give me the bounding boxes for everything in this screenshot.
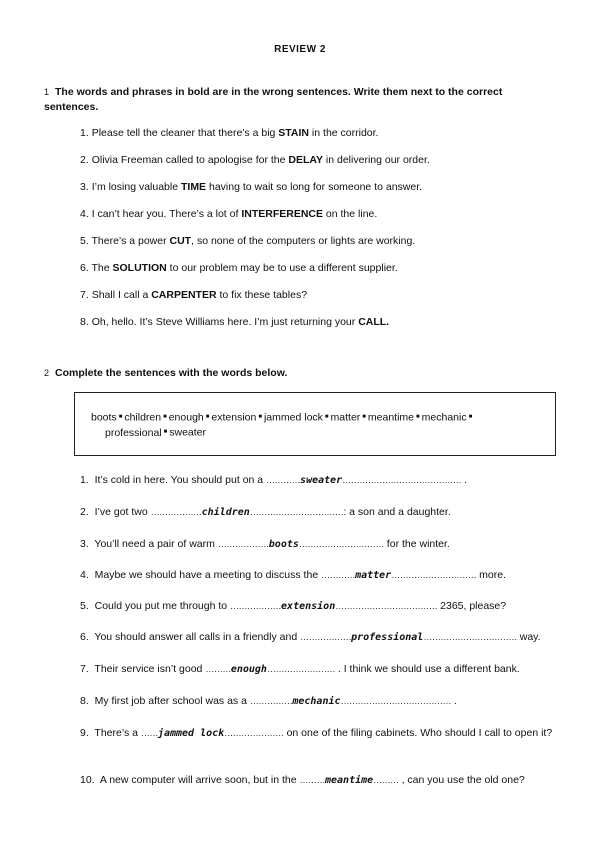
ex1-item-7: [80, 288, 560, 302]
item-text: on one of the filing cabinets. Who should I call to open it?: [283, 727, 553, 739]
ex2-item-2: [80, 505, 558, 520]
item-text: in delivering our order.: [323, 154, 430, 166]
bold-word: STAIN: [278, 127, 310, 139]
exercise1-number: 1: [44, 87, 50, 97]
separator: ■: [416, 414, 420, 420]
item-text: Please tell the cleaner that there’s a big: [91, 127, 279, 139]
answer-gap: ……………: [249, 696, 293, 706]
word: jammed lock: [263, 411, 323, 424]
answer-gap: ……………………………: [423, 632, 517, 642]
ex2-item-6: [80, 630, 558, 645]
item-text: I’ve got two: [94, 506, 151, 518]
answer-gap: ………………: [217, 539, 269, 549]
item-number: 3.: [80, 538, 89, 550]
item-number: 8.: [80, 316, 89, 328]
item-text: more.: [476, 569, 506, 581]
answer-gap: ………: [373, 775, 399, 785]
item-text: Oh, hello. It’s Steve Williams here. I’m just returning your: [91, 316, 359, 328]
item-text: A new computer will arrive soon, but in the: [99, 774, 300, 786]
separator: ■: [163, 414, 167, 420]
handwritten-answer: professional: [351, 632, 424, 643]
word: enough: [168, 411, 204, 424]
ex1-item-5: [80, 234, 560, 248]
handwritten-answer: jammed lock: [157, 728, 225, 739]
item-text: Their service isn’t good: [94, 663, 206, 675]
item-text: Shall I call a: [91, 289, 152, 301]
exercise1-heading: [44, 85, 554, 115]
separator: ■: [118, 414, 123, 420]
ex1-item-3: [80, 180, 560, 194]
item-text: : a son and a daughter.: [343, 506, 451, 518]
item-text: There’s a: [94, 727, 141, 739]
item-text: . I think we should use a different bank.: [334, 663, 520, 675]
item-text: for the winter.: [383, 538, 450, 550]
answer-gap: ………………: [300, 632, 352, 642]
ex1-item-2: [80, 153, 560, 167]
item-text: Maybe we should have a meeting to discuss the: [94, 569, 322, 581]
ex2-item-7: [80, 662, 558, 677]
answer-gap: …………………: [224, 728, 284, 738]
answer-gap: ……………………: [266, 664, 335, 674]
ex2-item-10: [80, 773, 558, 788]
item-text: .: [461, 474, 468, 486]
exercise2-instruction: Complete the sentences with the words below.: [55, 367, 288, 379]
item-number: 2.: [80, 506, 89, 518]
ex1-item-6: [80, 261, 560, 275]
page-title: REVIEW 2: [274, 44, 326, 55]
item-number: 2.: [80, 154, 89, 166]
separator: ■: [324, 414, 329, 420]
item-number: 1.: [80, 474, 89, 486]
item-text: You should answer all calls in a friendly and: [94, 631, 301, 643]
item-number: 4.: [80, 208, 89, 220]
handwritten-answer: sweater: [300, 475, 343, 486]
item-text: You’ll need a pair of warm: [94, 538, 218, 550]
separator: ■: [258, 414, 262, 420]
ex1-item-8: [80, 315, 560, 329]
item-number: 7.: [80, 289, 89, 301]
exercise2-number: 2: [44, 368, 50, 378]
item-number: 4.: [80, 569, 89, 581]
item-number: 1.: [80, 127, 89, 139]
item-number: 5.: [80, 235, 89, 247]
answer-gap: ……: [140, 728, 158, 738]
bold-word: CALL.: [358, 316, 390, 328]
item-text: My first job after school was as a: [94, 695, 250, 707]
item-text: , can you use the old one?: [398, 774, 525, 786]
separator: ■: [163, 429, 168, 436]
item-text: , so none of the computers or lights are working.: [191, 235, 416, 247]
answer-gap: ………………………………: [335, 601, 438, 611]
answer-gap: ……………………………………: [342, 475, 462, 485]
item-text: to our problem may be to use a different supplier.: [166, 262, 398, 274]
exercise2-heading: [44, 366, 554, 381]
item-text: to fix these tables?: [216, 289, 308, 301]
handwritten-answer: extension: [281, 601, 336, 612]
answer-gap: …………………………: [298, 539, 384, 549]
item-text: in the corridor.: [309, 127, 379, 139]
answer-gap: ……………………………: [249, 507, 344, 517]
item-number: 7.: [80, 663, 89, 675]
item-number: 9.: [80, 727, 89, 739]
item-text: .: [451, 695, 457, 707]
ex2-item-9: [44, 725, 556, 742]
handwritten-answer: matter: [355, 570, 392, 581]
item-number: 6.: [80, 631, 89, 643]
word: boots: [91, 411, 117, 424]
handwritten-answer: mechanic: [292, 696, 341, 707]
item-text: It’s cold in here. You should put on a: [94, 474, 267, 486]
word: children: [124, 411, 162, 424]
ex2-item-1: [80, 473, 558, 488]
ex2-item-3: [80, 537, 558, 552]
handwritten-answer: children: [201, 507, 250, 518]
word: professional: [105, 426, 162, 439]
item-text: Could you put me through to: [94, 600, 231, 612]
answer-gap: …………………………………: [340, 696, 452, 706]
word: meantime: [367, 411, 415, 424]
answer-gap: ………: [299, 775, 325, 785]
item-text: The: [91, 262, 113, 274]
word: extension: [211, 411, 257, 424]
item-text: There’s a power: [91, 235, 170, 247]
item-number: 3.: [80, 181, 89, 193]
word: mechanic: [421, 411, 467, 424]
item-text: way.: [516, 631, 541, 643]
item-number: 8.: [80, 695, 89, 707]
separator: ■: [468, 414, 473, 420]
handwritten-answer: boots: [268, 539, 299, 550]
answer-gap: …………………………: [391, 570, 477, 580]
answer-gap: ………………: [150, 507, 202, 517]
handwritten-answer: enough: [230, 664, 267, 675]
bold-word: SOLUTION: [112, 262, 167, 274]
item-text: I can’t hear you. There’s a lot of: [91, 208, 242, 220]
answer-gap: …………: [321, 570, 356, 580]
bold-word: CUT: [169, 235, 192, 247]
item-text: Olivia Freeman called to apologise for the: [91, 154, 289, 166]
bold-word: TIME: [180, 181, 207, 193]
bold-word: CARPENTER: [151, 289, 217, 301]
item-text: 2365, please?: [437, 600, 507, 612]
separator: ■: [205, 414, 210, 420]
handwritten-answer: meantime: [324, 775, 374, 786]
bold-word: INTERFERENCE: [241, 208, 323, 220]
bold-word: DELAY: [288, 154, 323, 166]
item-number: 6.: [80, 262, 89, 274]
exercise1-instruction: The words and phrases in bold are in the wrong sentences. Write them next to the correct sentences.: [44, 86, 503, 113]
item-number: 10.: [80, 774, 95, 786]
ex2-item-5: [80, 599, 558, 614]
item-number: 5.: [80, 600, 89, 612]
item-text: having to wait so long for someone to answer.: [206, 181, 423, 193]
word-box: [74, 392, 556, 456]
ex1-item-1: [80, 126, 560, 140]
answer-gap: …………: [266, 475, 301, 485]
ex1-item-4: [80, 207, 560, 221]
answer-gap: ………: [205, 664, 231, 674]
ex2-item-4: [80, 568, 558, 583]
item-text: on the line.: [323, 208, 378, 220]
separator: ■: [362, 414, 366, 420]
ex2-item-8: [80, 694, 558, 709]
word: matter: [330, 411, 361, 424]
answer-gap: ………………: [230, 601, 282, 611]
item-text: I’m losing valuable: [91, 181, 181, 193]
word: sweater: [169, 426, 207, 439]
